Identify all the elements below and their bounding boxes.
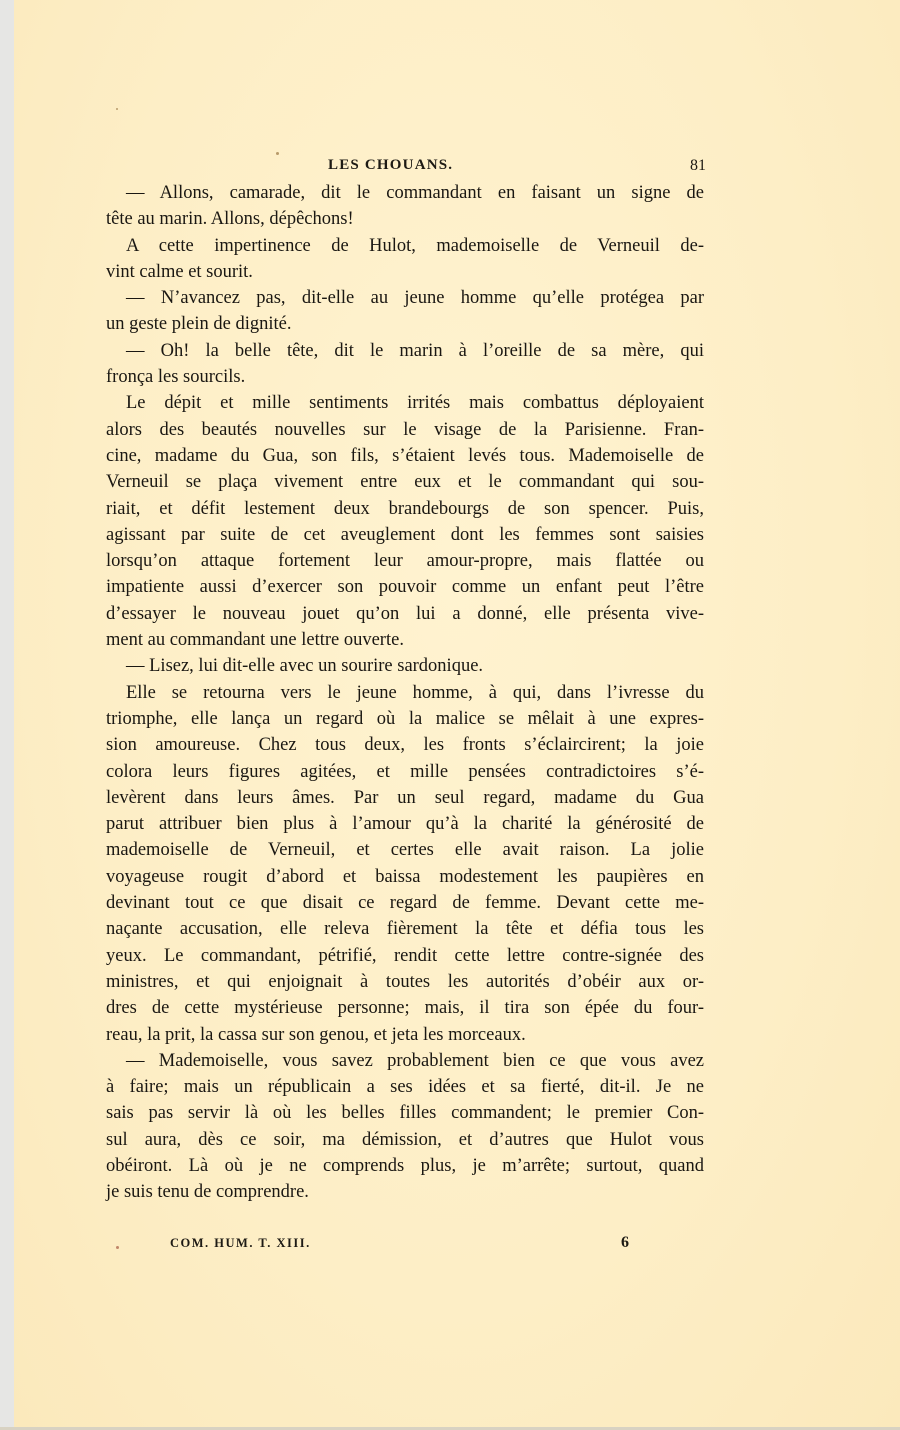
- text-line: sul aura, dès ce soir, ma démission, et d’autres que Hulot vous: [106, 1129, 704, 1150]
- text-line: mademoiselle de Verneuil, et certes elle avait raison. La jolie: [106, 840, 704, 861]
- text-line: — Lisez, lui dit-elle avec un sourire sardonique.: [126, 656, 484, 677]
- text-line: levèrent dans leurs âmes. Par un seul regard, madame du Gua: [106, 787, 704, 808]
- text-line: devinant tout ce que disait ce regard de femme. Devant cette me-: [106, 893, 704, 914]
- text-line: riait, et défit lestement deux brandebourgs de son spencer. Puis,: [106, 498, 704, 519]
- text-line: tête au marin. Allons, dépêchons!: [106, 209, 354, 230]
- text-line: sion amoureuse. Chez tous deux, les fronts s’éclaircirent; la joie: [106, 735, 704, 756]
- text-line: — N’avancez pas, dit-elle au jeune homme qu’elle protégea par: [126, 288, 704, 309]
- text-line: — Allons, camarade, dit le commandant en faisant un signe de: [126, 183, 704, 203]
- ink-speck: [276, 152, 279, 155]
- signature-mark: COM. HUM. T. XIII.: [170, 1236, 311, 1250]
- body-text: [106, 180, 704, 1206]
- page-header: [100, 157, 720, 181]
- text-line: ministres, et qui enjoignait à toutes les autorités d’obéir aux or-: [106, 971, 704, 992]
- paragraph: [106, 390, 704, 653]
- text-line: — Mademoiselle, vous savez probablement bien ce que vous avez: [126, 1050, 704, 1071]
- text-line: A cette impertinence de Hulot, mademoiselle de Verneuil de-: [126, 235, 704, 256]
- text-line: cine, madame du Gua, son fils, s’étaient levés tous. Mademoiselle de: [106, 445, 704, 466]
- text-line: obéiront. Là où je ne comprends plus, je m’arrête; surtout, quand: [106, 1155, 704, 1176]
- text-line: sais pas servir là où les belles filles commandent; le premier Con-: [106, 1103, 704, 1124]
- text-line: d’essayer le nouveau jouet qu’on lui a donné, elle présenta vive-: [106, 603, 704, 624]
- text-line: vint calme et sourit.: [106, 261, 253, 282]
- text-line: ment au commandant une lettre ouverte.: [106, 630, 404, 651]
- scan-edge-left: [0, 0, 15, 1430]
- text-line: Verneuil se plaça vivement entre eux et le commandant qui sou-: [106, 472, 704, 493]
- running-title: LES CHOUANS.: [328, 157, 454, 173]
- text-line: reau, la prit, la cassa sur son genou, et jeta les morceaux.: [106, 1024, 526, 1045]
- text-line: parut attribuer bien plus à l’amour qu’à la charité la générosité de: [106, 814, 704, 835]
- text-line: dres de cette mystérieuse personne; mais, il tira son épée du four-: [106, 998, 704, 1019]
- paragraph: [106, 180, 704, 233]
- paragraph: [106, 233, 704, 286]
- text-line: colora leurs figures agitées, et mille pensées contradictoires s’é-: [106, 761, 704, 782]
- page-footer: [106, 1236, 704, 1256]
- paragraph: [106, 285, 704, 338]
- text-line: voyageuse rougit d’abord et baissa modestement les paupières en: [106, 866, 704, 887]
- text-line: naçante accusation, elle releva fièrement la tête et défia tous les: [106, 919, 704, 940]
- text-line: triomphe, elle lança un regard où la malice se mêlait à une expres-: [106, 708, 704, 729]
- paragraph: [106, 338, 704, 391]
- paragraph: [106, 653, 704, 679]
- text-line: Elle se retourna vers le jeune homme, à qui, dans l’ivresse du: [126, 682, 704, 703]
- text-line: lorsqu’on attaque fortement leur amour-propre, mais flattée ou: [106, 551, 704, 572]
- text-line: je suis tenu de comprendre.: [106, 1182, 309, 1203]
- text-line: agissant par suite de cet aveuglement dont les femmes sont saisies: [106, 524, 704, 545]
- text-line: yeux. Le commandant, pétrifié, rendit cette lettre contre-signée des: [106, 945, 704, 966]
- text-line: — Oh! la belle tête, dit le marin à l’oreille de sa mère, qui: [126, 340, 704, 361]
- text-line: un geste plein de dignité.: [106, 314, 292, 335]
- text-line: à faire; mais un républicain a ses idées et sa fierté, dit-il. Je ne: [106, 1077, 704, 1098]
- page-number: 81: [690, 157, 706, 174]
- text-line: impatiente aussi d’exercer son pouvoir comme un enfant peut l’être: [106, 577, 704, 598]
- paragraph: [106, 1048, 704, 1206]
- text-line: alors des beautés nouvelles sur le visage de la Parisienne. Fran-: [106, 419, 704, 440]
- ink-speck: [116, 108, 118, 110]
- sheet-number: 6: [621, 1234, 629, 1251]
- text-line: fronça les sourcils.: [106, 367, 246, 388]
- text-line: Le dépit et mille sentiments irrités mais combattus déployaient: [126, 393, 704, 414]
- paragraph: [106, 680, 704, 1048]
